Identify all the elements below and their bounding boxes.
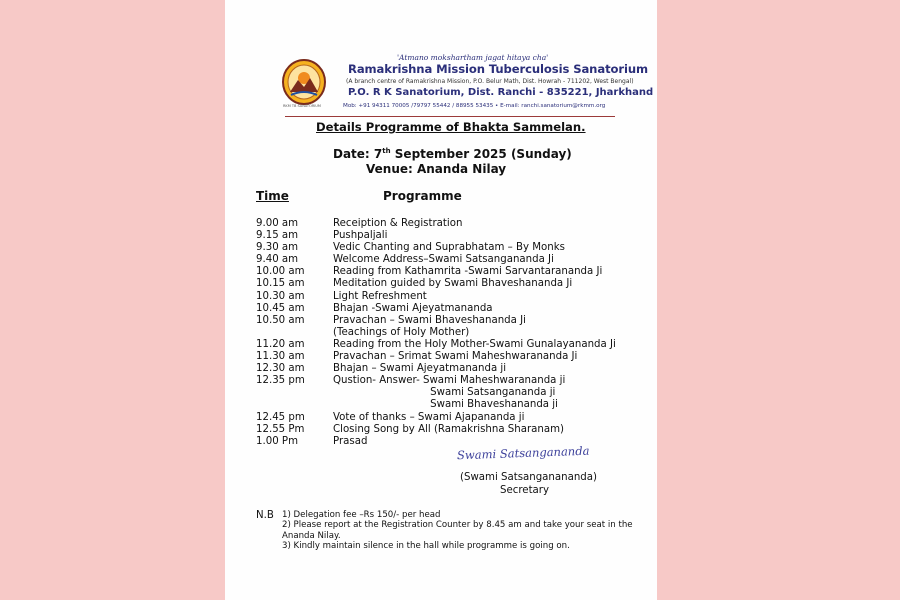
schedule-row bbox=[225, 303, 657, 315]
schedule-item: Closing Song by All (Ramakrishna Sharanam) bbox=[333, 424, 564, 435]
schedule-time: 10.50 am bbox=[256, 315, 305, 326]
postal-address: P.O. R K Sanatorium, Dist. Ranchi - 835221, Jharkhand bbox=[348, 87, 654, 98]
schedule-item: Light Refreshment bbox=[333, 291, 427, 302]
signatory-name: (Swami Satsanganananda) bbox=[460, 472, 597, 483]
date-rest: September 2025 (Sunday) bbox=[390, 147, 572, 161]
schedule-row bbox=[225, 230, 657, 242]
schedule-time: 10.00 am bbox=[256, 266, 305, 277]
time-column-header: Time bbox=[256, 189, 289, 203]
schedule-row bbox=[225, 242, 657, 254]
schedule-row bbox=[225, 315, 657, 327]
schedule-item: Qustion- Answer- Swami Maheshwarananda ji bbox=[333, 375, 566, 386]
schedule-item: Reading from the Holy Mother-Swami Gunalayananda Ji bbox=[333, 339, 616, 350]
schedule-row bbox=[225, 375, 657, 387]
schedule-row bbox=[225, 218, 657, 230]
event-venue: Venue: Ananda Nilay bbox=[366, 162, 507, 176]
schedule-time: 12.30 am bbox=[256, 363, 305, 374]
schedule-item: (Teachings of Holy Mother) bbox=[333, 327, 470, 338]
schedule-row bbox=[225, 424, 657, 436]
schedule-time: 11.30 am bbox=[256, 351, 305, 362]
schedule-time: 1.00 Pm bbox=[256, 436, 298, 447]
schedule-item: Reading from Kathamrita -Swami Sarvantarananda Ji bbox=[333, 266, 603, 277]
programme-column-header: Programme bbox=[383, 189, 462, 203]
event-date bbox=[333, 147, 572, 161]
notes-label: N.B bbox=[256, 510, 274, 521]
schedule-time: 10.30 am bbox=[256, 291, 305, 302]
schedule-item: Bhajan -Swami Ajeyatmananda bbox=[333, 303, 493, 314]
logo-emblem-icon bbox=[281, 58, 327, 108]
schedule-item: Bhajan – Swami Ajeyatmananda ji bbox=[333, 363, 507, 374]
organization-name: Ramakrishna Mission Tuberculosis Sanatorium bbox=[348, 62, 648, 76]
note-item: 3) Kindly maintain silence in the hall while programme is going on. bbox=[282, 541, 570, 551]
schedule-row bbox=[225, 291, 657, 303]
document-heading: Details Programme of Bhakta Sammelan. bbox=[316, 120, 586, 134]
branch-note: (A branch centre of Ramakrishna Mission, P.O. Belur Math, Dist. Howrah - 711202, West Bengal) bbox=[346, 78, 634, 85]
schedule-time: 10.15 am bbox=[256, 278, 305, 289]
signatory-title: Secretary bbox=[500, 485, 550, 496]
schedule-row bbox=[225, 436, 657, 448]
schedule-time: 10.45 am bbox=[256, 303, 305, 314]
schedule-time: 12.55 Pm bbox=[256, 424, 305, 435]
schedule-row bbox=[225, 339, 657, 351]
schedule-row bbox=[225, 363, 657, 375]
schedule-item: Meditation guided by Swami Bhaveshananda Ji bbox=[333, 278, 573, 289]
date-ordinal: th bbox=[382, 147, 391, 155]
schedule-time: 12.35 pm bbox=[256, 375, 305, 386]
schedule-row bbox=[225, 327, 657, 339]
schedule-row bbox=[225, 412, 657, 424]
motto: 'Atmano mokshartham jagat hitaya cha' bbox=[397, 53, 549, 62]
schedule-row bbox=[225, 387, 657, 399]
schedule-row bbox=[225, 278, 657, 290]
schedule-row bbox=[225, 266, 657, 278]
logo-caption: RKM TB SANATORIUM bbox=[283, 104, 321, 108]
schedule-item: Prasad bbox=[333, 436, 368, 447]
schedule-time: 11.20 am bbox=[256, 339, 305, 350]
contact-details: Mob: +91 94311 70005 /79797 55442 / 88955 53435 • E-mail: ranchi.sanatorium@rkmm.org bbox=[343, 103, 606, 109]
schedule-time: 9.15 am bbox=[256, 230, 299, 241]
note-item: 2) Please report at the Registration Counter by 8.45 am and take your seat in the Ananda Nilay. bbox=[282, 520, 633, 541]
schedule-item: Vedic Chanting and Suprabhatam – By Monks bbox=[333, 242, 565, 253]
date-prefix: Date: 7 bbox=[333, 147, 383, 161]
schedule-row bbox=[225, 351, 657, 363]
organization-logo bbox=[281, 58, 327, 108]
schedule-item: Pravachan – Swami Bhaveshananda Ji bbox=[333, 315, 526, 326]
schedule-row bbox=[225, 399, 657, 411]
schedule-item: Swami Bhaveshananda ji bbox=[333, 399, 558, 410]
letterhead-divider bbox=[285, 116, 615, 117]
schedule-item: Vote of thanks – Swami Ajapananda ji bbox=[333, 412, 525, 423]
schedule-item: Swami Satsangananda ji bbox=[333, 387, 556, 398]
schedule-time: 9.30 am bbox=[256, 242, 299, 253]
schedule-time: 9.40 am bbox=[256, 254, 299, 265]
schedule-time: 9.00 am bbox=[256, 218, 299, 229]
schedule-item: Welcome Address–Swami Satsangananda Ji bbox=[333, 254, 554, 265]
schedule-row bbox=[225, 254, 657, 266]
note-item: 1) Delegation fee –Rs 150/- per head bbox=[282, 510, 441, 520]
schedule-time: 12.45 pm bbox=[256, 412, 305, 423]
document-page bbox=[225, 0, 657, 600]
schedule-item: Pushpaljali bbox=[333, 230, 388, 241]
schedule-item: Receiption & Registration bbox=[333, 218, 463, 229]
schedule-item: Pravachan – Srimat Swami Maheshwarananda Ji bbox=[333, 351, 578, 362]
handwritten-signature: Swami Satsangananda bbox=[456, 443, 590, 463]
